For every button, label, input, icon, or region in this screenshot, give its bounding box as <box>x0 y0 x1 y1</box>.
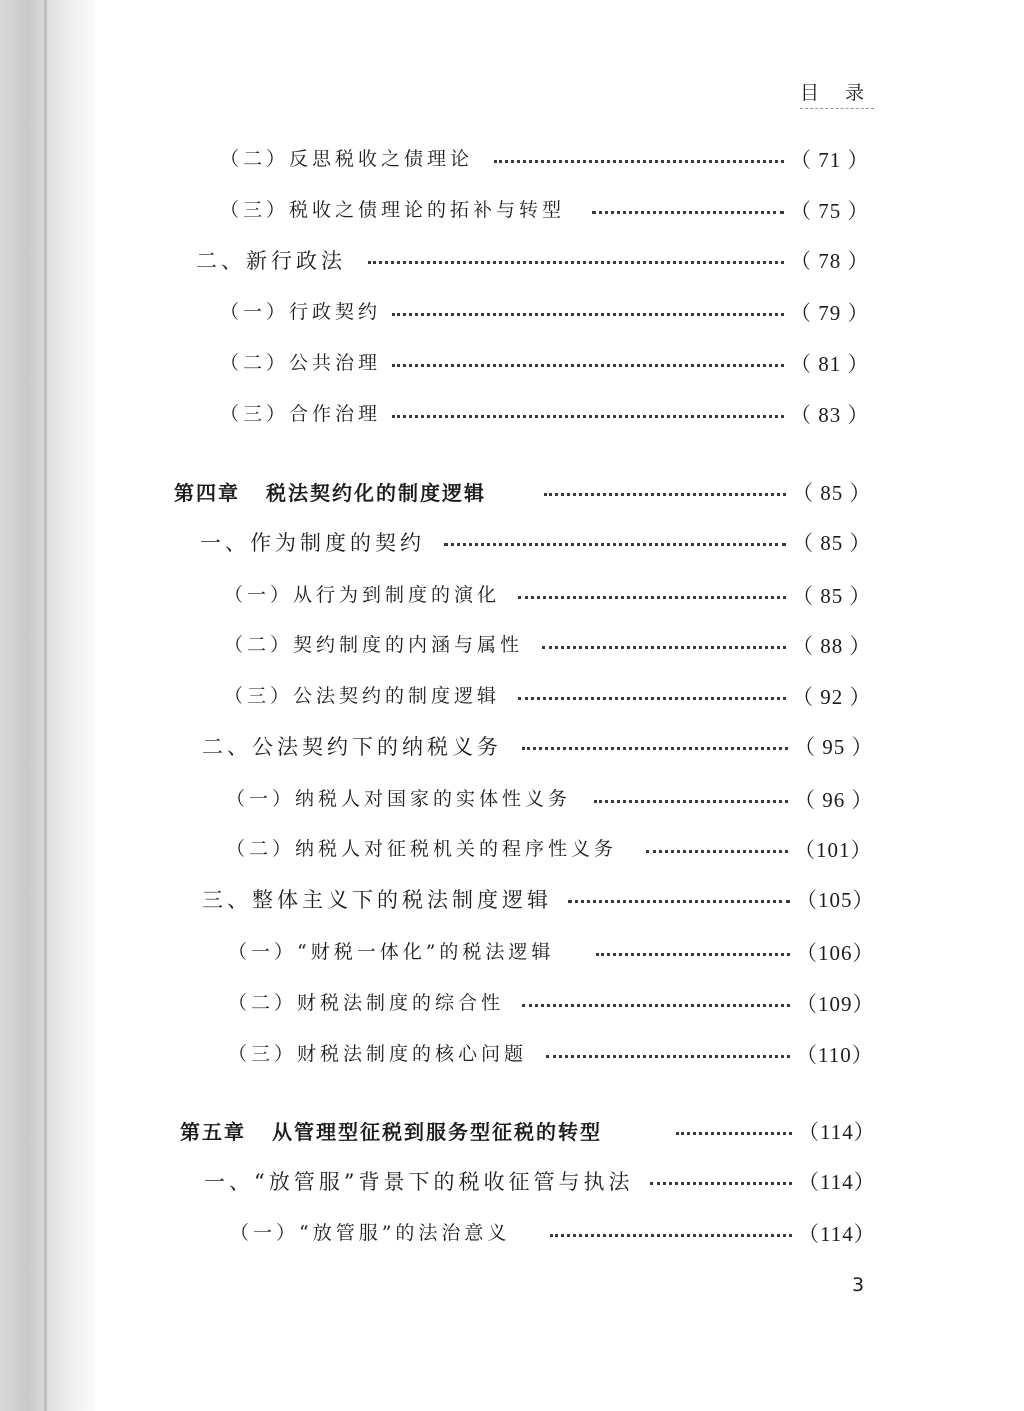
toc-entry-page: （114） <box>798 1120 876 1144</box>
toc-chapter-entry[interactable] <box>0 1116 1024 1150</box>
toc-entry-label: 一、“放管服”背景下的税收征管与执法 <box>204 1170 634 1194</box>
toc-entry[interactable] <box>0 988 1024 1022</box>
toc-entry[interactable] <box>0 195 1024 229</box>
chapter-number: 第四章 <box>174 481 240 505</box>
chapter-name: 从管理型征税到服务型征税的转型 <box>272 1120 602 1144</box>
toc-entry[interactable] <box>0 245 1024 279</box>
toc-entry[interactable] <box>0 681 1024 715</box>
toc-entry[interactable] <box>0 1039 1024 1073</box>
toc-entry-label: （一）行政契约 <box>220 301 382 323</box>
toc-entry-label: 二、公法契约下的纳税义务 <box>202 735 502 759</box>
toc-entry-page: （ 78 ） <box>790 249 870 273</box>
toc-entry[interactable] <box>0 297 1024 331</box>
toc-entry[interactable] <box>0 937 1024 971</box>
toc-entry[interactable] <box>0 348 1024 382</box>
leader-dots <box>550 1228 792 1237</box>
toc-entry-label: （二）纳税人对征税机关的程序性义务 <box>226 838 618 860</box>
toc-entry-page: （ 95 ） <box>794 735 874 759</box>
toc-chapter-entry[interactable] <box>0 477 1024 511</box>
leader-dots <box>542 640 786 649</box>
chapter-name: 税法契约化的制度逻辑 <box>266 481 486 505</box>
toc-entry-label: 二、新行政法 <box>196 249 346 273</box>
leader-dots <box>592 205 784 214</box>
leader-dots <box>594 794 788 803</box>
toc-entry-page: （ 96 ） <box>794 788 874 812</box>
toc-entry-page: （ 85 ） <box>792 481 872 505</box>
toc-entry-page: （ 92 ） <box>792 685 872 709</box>
leader-dots <box>522 741 788 750</box>
leader-dots <box>392 409 784 418</box>
leader-dots <box>392 358 784 367</box>
toc-entry-label: （二）反思税收之债理论 <box>220 148 474 170</box>
toc-entry-page: （ 85 ） <box>792 531 872 555</box>
toc-entry-page: （ 75 ） <box>790 199 870 223</box>
toc-entry[interactable] <box>0 731 1024 765</box>
toc-entry-page: （114） <box>798 1222 876 1246</box>
toc-entry[interactable] <box>0 884 1024 918</box>
toc-entry-page: （101） <box>794 838 873 862</box>
leader-dots <box>544 487 786 496</box>
toc-entry[interactable] <box>0 1166 1024 1200</box>
leader-dots <box>646 844 788 853</box>
leader-dots <box>568 894 790 903</box>
toc-entry-label: （一）“放管服”的法治意义 <box>230 1222 511 1244</box>
toc-entry[interactable] <box>0 1218 1024 1252</box>
toc-entry[interactable] <box>0 527 1024 561</box>
toc-entry-page: （109） <box>796 992 875 1016</box>
toc-entry-page: （110） <box>796 1043 874 1067</box>
toc-entry[interactable] <box>0 834 1024 868</box>
running-header: 目 录 <box>800 78 874 109</box>
leader-dots <box>522 998 790 1007</box>
toc-chapter-title <box>174 477 486 506</box>
toc-entry[interactable] <box>0 580 1024 614</box>
toc-entry-label: （三）公法契约的制度逻辑 <box>224 685 501 707</box>
toc-entry[interactable] <box>0 630 1024 664</box>
toc-entry-label: （一）纳税人对国家的实体性义务 <box>226 788 572 810</box>
toc-entry-page: （ 83 ） <box>790 403 870 427</box>
toc-entry-label: （二）公共治理 <box>220 352 382 374</box>
toc-entry[interactable] <box>0 399 1024 433</box>
leader-dots <box>596 947 790 956</box>
toc-chapter-title <box>180 1116 602 1145</box>
toc-entry[interactable] <box>0 784 1024 818</box>
page-number: 3 <box>852 1274 865 1296</box>
toc-entry[interactable] <box>0 144 1024 178</box>
toc-entry-label: 三、整体主义下的税法制度逻辑 <box>202 888 552 912</box>
toc-entry-label: （三）合作治理 <box>220 403 382 425</box>
toc-entry-page: （ 79 ） <box>790 301 870 325</box>
toc-entry-label: （一）“财税一体化”的税法逻辑 <box>228 941 555 963</box>
leader-dots <box>518 691 786 700</box>
toc-entry-label: （二）财税法制度的综合性 <box>228 992 505 1014</box>
toc-entry-label: （三）财税法制度的核心问题 <box>228 1043 528 1065</box>
toc-entry-label: （一）从行为到制度的演化 <box>224 584 501 606</box>
leader-dots <box>650 1176 792 1185</box>
leader-dots <box>368 255 784 264</box>
toc-entry-page: （106） <box>796 941 875 965</box>
toc-entry-label: 一、作为制度的契约 <box>200 531 425 555</box>
leader-dots <box>494 154 784 163</box>
toc-entry-page: （ 81 ） <box>790 352 870 376</box>
chapter-number: 第五章 <box>180 1120 246 1144</box>
toc-entry-page: （ 85 ） <box>792 584 872 608</box>
leader-dots <box>676 1126 792 1135</box>
leader-dots <box>444 537 786 546</box>
toc-entry-page: （114） <box>798 1170 876 1194</box>
leader-dots <box>392 307 784 316</box>
toc-entry-page: （ 88 ） <box>792 634 872 658</box>
leader-dots <box>518 590 786 599</box>
toc-entry-page: （105） <box>796 888 875 912</box>
toc-entry-label: （三）税收之债理论的拓补与转型 <box>220 199 566 221</box>
toc-entry-page: （ 71 ） <box>790 148 870 172</box>
toc-entry-label: （二）契约制度的内涵与属性 <box>224 634 524 656</box>
leader-dots <box>546 1049 790 1058</box>
